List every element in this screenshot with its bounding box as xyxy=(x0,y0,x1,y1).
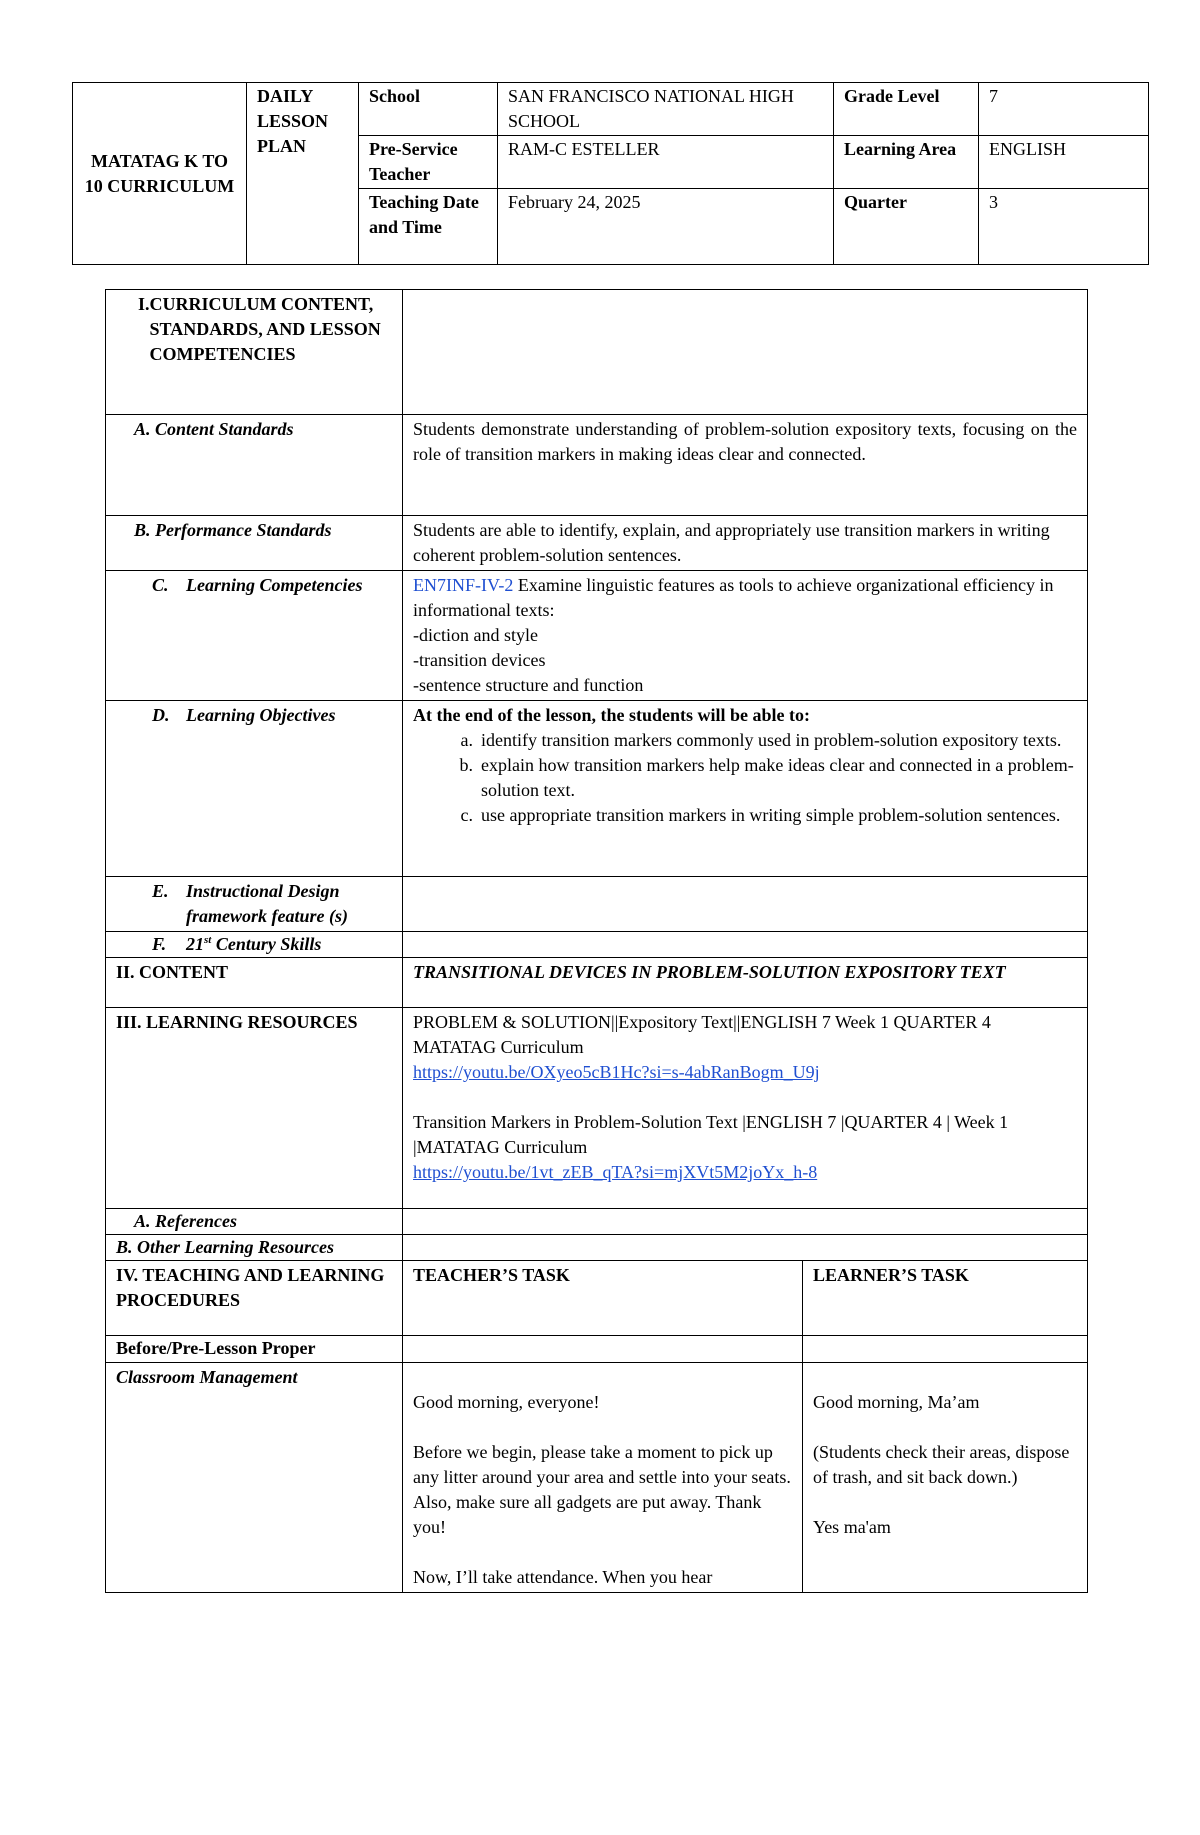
doc-type: DAILY LESSON PLAN xyxy=(247,83,359,265)
area-label: Learning Area xyxy=(834,136,979,189)
performance-standards-row xyxy=(106,516,1088,571)
performance-standards-text: Students are able to identify, explain, and appropriately use transition markers in writing coherent problem-solution sentences. xyxy=(403,516,1088,571)
competencies-letter: C. xyxy=(152,575,169,595)
resource-title: Transition Markers in Problem-Solution Text |ENGLISH 7 |QUARTER 4 | Week 1 |MATATAG Curriculum xyxy=(413,1112,1009,1157)
design-row xyxy=(106,877,1088,932)
design-label: Instructional Design framework feature (s) xyxy=(186,881,348,926)
objectives-row xyxy=(106,701,1088,877)
pre-lesson-row xyxy=(106,1336,1088,1363)
objectives-cell xyxy=(403,701,1088,877)
teacher-label: Pre-Service Teacher xyxy=(359,136,498,189)
teacher-task-head: TEACHER’S TASK xyxy=(403,1261,803,1336)
resource-title: PROBLEM & SOLUTION||Expository Text||ENGLISH 7 Week 1 QUARTER 4 MATATAG Curriculum xyxy=(413,1012,991,1057)
section-1-title: CURRICULUM CONTENT, STANDARDS, AND LESSON COMPETENCIES xyxy=(149,294,381,364)
performance-standards-label: B. Performance Standards xyxy=(106,516,403,571)
references-label: A. References xyxy=(106,1209,403,1235)
content-topic: TRANSITIONAL DEVICES IN PROBLEM-SOLUTION EXPOSITORY TEXT xyxy=(403,958,1088,1008)
skills-row xyxy=(106,932,1088,958)
objectives-intro: At the end of the lesson, the students will be able to: xyxy=(413,705,811,725)
competency-item: -diction and style xyxy=(413,625,538,645)
learner-line: (Students check their areas, dispose of trash, and sit back down.) xyxy=(813,1442,1070,1487)
area-value: ENGLISH xyxy=(979,136,1149,189)
procedures-label: IV. TEACHING AND LEARNING PROCEDURES xyxy=(106,1261,403,1336)
references-row xyxy=(106,1209,1088,1235)
objective-item: b. explain how transition markers help make ideas clear and connected in a problem-solution text. xyxy=(459,755,1074,800)
competencies-row xyxy=(106,571,1088,701)
date-value: February 24, 2025 xyxy=(498,189,834,265)
learner-task-head: LEARNER’S TASK xyxy=(803,1261,1088,1336)
competency-item: -transition devices xyxy=(413,650,546,670)
pre-lesson-label: Before/Pre-Lesson Proper xyxy=(106,1336,403,1363)
objectives-label: Learning Objectives xyxy=(186,705,336,725)
date-label: Teaching Date and Time xyxy=(359,189,498,265)
competencies-cell xyxy=(403,571,1088,701)
objectives-letter: D. xyxy=(152,705,170,725)
competencies-label: Learning Competencies xyxy=(186,575,363,595)
competency-item: -sentence structure and function xyxy=(413,675,644,695)
design-letter: E. xyxy=(152,881,169,901)
lesson-plan-table xyxy=(105,289,1088,1593)
competency-text: Examine linguistic features as tools to achieve organizational efficiency in informational texts: xyxy=(413,575,1054,620)
section-1-row xyxy=(106,290,1088,415)
resources-row xyxy=(106,1008,1088,1209)
content-row xyxy=(106,958,1088,1008)
section-1-number: I. xyxy=(138,294,150,314)
school-value: SAN FRANCISCO NATIONAL HIGH SCHOOL xyxy=(498,83,834,136)
procedures-header-row xyxy=(106,1261,1088,1336)
other-resources-label: B. Other Learning Resources xyxy=(106,1235,403,1261)
content-standards-row xyxy=(106,415,1088,516)
teacher-line: Good morning, everyone! xyxy=(413,1392,600,1412)
school-label: School xyxy=(359,83,498,136)
competency-code: EN7INF-IV-2 xyxy=(413,575,514,595)
grade-value: 7 xyxy=(979,83,1149,136)
header-table xyxy=(72,82,1149,265)
quarter-label: Quarter xyxy=(834,189,979,265)
curriculum-brand: MATATAG K TO 10 CURRICULUM xyxy=(73,83,247,265)
teacher-line: Now, I’ll take attendance. When you hear xyxy=(413,1567,713,1587)
quarter-value: 3 xyxy=(979,189,1149,265)
content-standards-label: A. Content Standards xyxy=(106,415,403,516)
teacher-task-cell xyxy=(403,1363,803,1593)
resource-link[interactable]: https://youtu.be/OXyeo5cB1Hc?si=s-4abRanBogm_U9j xyxy=(413,1062,820,1082)
learner-task-cell xyxy=(803,1363,1088,1593)
objective-item: c. use appropriate transition markers in writing simple problem-solution sentences. xyxy=(460,805,1061,825)
other-resources-row xyxy=(106,1235,1088,1261)
content-standards-text: Students demonstrate understanding of problem-solution expository texts, focusing on the role of transition markers in making ideas clear and connected. xyxy=(403,415,1088,516)
classroom-management-row xyxy=(106,1363,1088,1593)
learner-line: Good morning, Ma’am xyxy=(813,1392,980,1412)
grade-label: Grade Level xyxy=(834,83,979,136)
content-label: II. CONTENT xyxy=(106,958,403,1008)
teacher-value: RAM-C ESTELLER xyxy=(498,136,834,189)
resource-link[interactable]: https://youtu.be/1vt_zEB_qTA?si=mjXVt5M2joYx_h-8 xyxy=(413,1162,818,1182)
learner-line: Yes ma'am xyxy=(813,1517,891,1537)
resources-label: III. LEARNING RESOURCES xyxy=(106,1008,403,1209)
teacher-line: Before we begin, please take a moment to pick up any litter around your area and settle into your seats. Also, make sure all gadgets are put away. Thank you! xyxy=(413,1442,791,1537)
classroom-label: Classroom Management xyxy=(106,1363,403,1593)
skills-label: F. 21st Century Skills xyxy=(152,934,322,954)
objective-item: a. identify transition markers commonly used in problem-solution expository texts. xyxy=(460,730,1062,750)
resources-cell xyxy=(403,1008,1088,1209)
